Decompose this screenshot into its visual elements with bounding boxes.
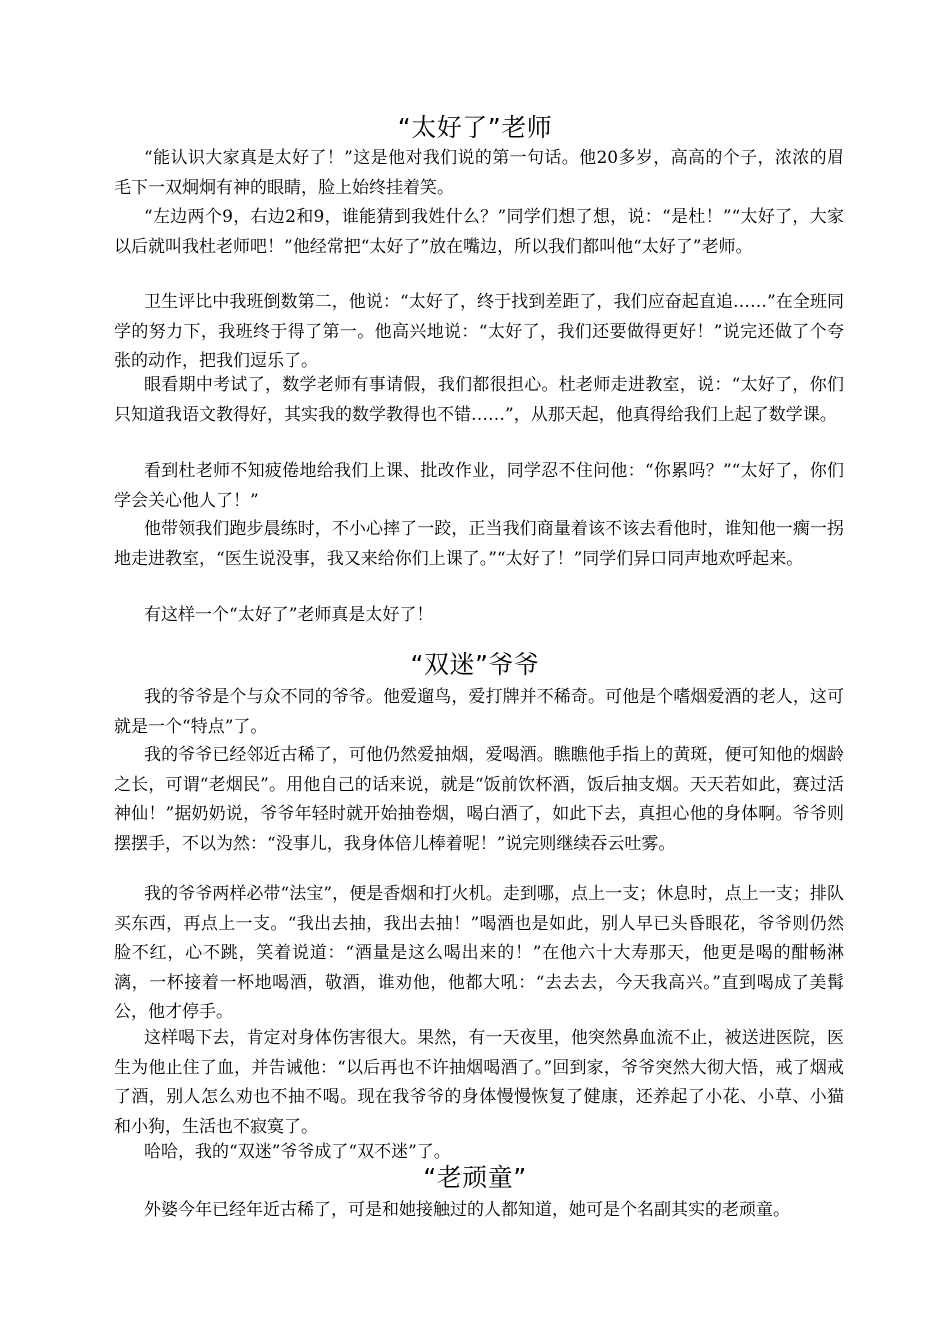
paragraph: 眼看期中考试了，数学老师有事请假，我们都很担心。杜老师走进教室，说：“太好了，你们只知道我语文教得好，其实我的数学教得也不错……”，从那天起，他真得给我们上起了数学课。 [114, 375, 844, 425]
paragraph: 我的爷爷两样必带“法宝”，便是香烟和打火机。走到哪，点上一支；休息时，点上一支；排队买东西，再点上一支。“我出去抽，我出去抽！”喝酒也是如此，别人早已头昏眼花，爷爷则仍然脸不红，心不跳，笑着说道：“酒量是这么喝出来的！”在他六十大寿那天，他更是喝的酣畅淋漓，一杯接着一杯地喝酒，敬酒，谁劝他，他都大吼：“去去去，今天我高兴。”直到喝成了美髯公，他才停手。 [114, 884, 844, 1022]
paragraph: “左边两个9，右边2和9，谁能猜到我姓什么？”同学们想了想，说：“是杜！”“太好了，大家以后就叫我杜老师吧！”他经常把“太好了”放在嘴边，所以我们都叫他“太好了”老师。 [114, 207, 844, 257]
paragraph: 看到杜老师不知疲倦地给我们上课、批改作业，同学忍不住问他：“你累吗？”“太好了，你们学会关心他人了！” [114, 461, 844, 511]
paragraph: 卫生评比中我班倒数第二，他说：“太好了，终于找到差距了，我们应奋起直追……”在全班同学的努力下，我班终于得了第一。他高兴地说：“太好了，我们还要做得更好！”说完还做了个夸张的动作，把我们逗乐了。 [114, 292, 844, 371]
paragraph: 他带领我们跑步晨练时，不小心摔了一跤，正当我们商量着该不该去看他时，谁知他一瘸一拐地走进教室，“医生说没事，我又来给你们上课了。”“太好了！”同学们异口同声地欢呼起来。 [114, 519, 844, 569]
section-title-grandpa: “双迷”爷爷 [410, 650, 540, 679]
paragraph: 有这样一个“太好了”老师真是太好了！ [144, 605, 434, 625]
paragraph: 我的爷爷已经邻近古稀了，可他仍然爱抽烟，爱喝酒。瞧瞧他手指上的黄斑，便可知他的烟龄之长，可谓“老烟民”。用他自己的话来说，就是“饭前饮杯酒，饭后抽支烟。天天若如此，赛过活神仙！”据奶奶说，爷爷年轻时就开始抽卷烟，喝白酒了，如此下去，真担心他的身体啊。爷爷则摆摆手，不以为然：“没事儿，我身体倍儿棒着呢！”说完则继续吞云吐雾。 [114, 745, 844, 854]
paragraph: “能认识大家真是太好了！”这是他对我们说的第一句话。他20多岁，高高的个子，浓浓的眉毛下一双炯炯有神的眼睛，脸上始终挂着笑。 [114, 148, 844, 198]
paragraph: 这样喝下去，肯定对身体伤害很大。果然，有一天夜里，他突然鼻血流不止，被送进医院，医生为他止住了血，并告诫他：“以后再也不许抽烟喝酒了。”回到家，爷爷突然大彻大悟，戒了烟戒了酒，别人怎么劝也不抽不喝。现在我爷爷的身体慢慢恢复了健康，还养起了小花、小草、小猫和小狗，生活也不寂寞了。 [114, 1028, 844, 1137]
paragraph: 我的爷爷是个与众不同的爷爷。他爱遛鸟，爱打牌并不稀奇。可他是个嗜烟爱酒的老人，这可就是一个“特点”了。 [114, 687, 844, 737]
section-title-old-child: “老顽童” [423, 1163, 527, 1192]
section-title-teacher: “太好了”老师 [397, 113, 553, 142]
paragraph: 外婆今年已经年近古稀了，可是和她接触过的人都知道，她可是个名副其实的老顽童。 [144, 1200, 790, 1220]
paragraph: 哈哈，我的“双迷”爷爷成了“双不迷”了。 [144, 1142, 451, 1162]
